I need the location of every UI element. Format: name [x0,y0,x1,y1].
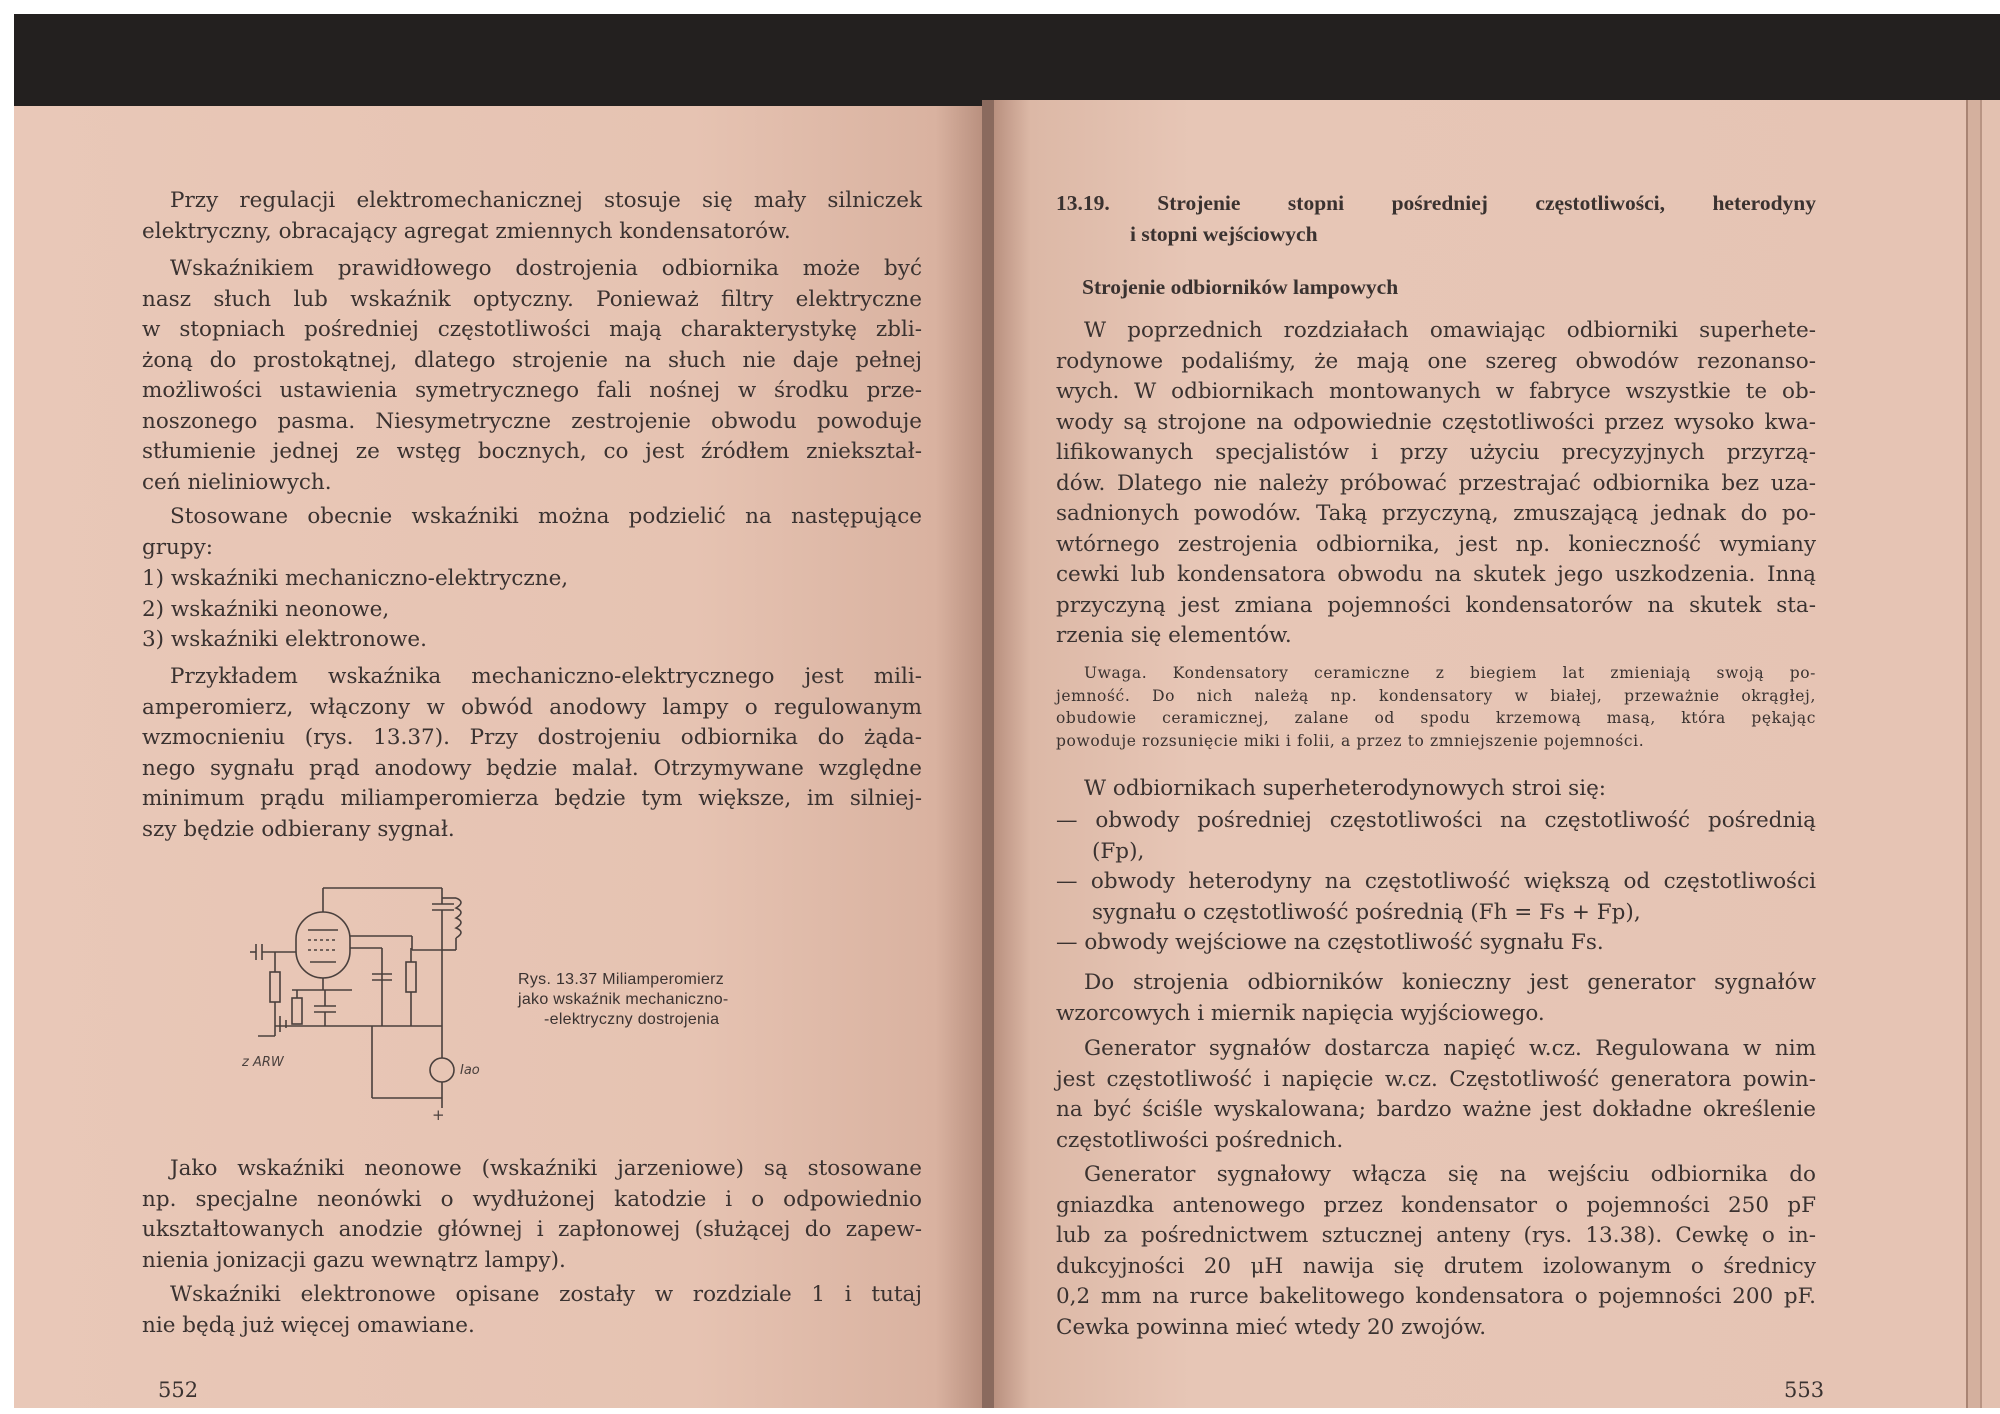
note [1056,662,1816,752]
text-line: elektryczny, obracający agregat zmiennych kondensatorów. [142,218,791,244]
text-line: przyczyną jest zmiana pojemności kondensatorów na skutek sta- [1056,592,1816,618]
text-line: ceń nieliniowych. [142,469,332,495]
text-line: 0,2 mm na rurce bakelitowego kondensatora o pojemności 200 pF. [1056,1284,1816,1309]
caption-line: Rys. 13.37 Miliamperomierz [518,971,725,988]
text-line: wody są strojone na odpowiednie częstotliwości przez wysoko kwa- [1056,409,1816,435]
text-line: Stosowane obecnie wskaźniki można podzielić na następujące [170,504,922,529]
text-line: Do strojenia odbiorników konieczny jest generator sygnałów [1084,970,1816,995]
figure-caption [518,970,818,1030]
text-line: dów. Dlatego nie należy próbować przestrajać odbiornika bez uza- [1056,470,1816,496]
figure-13-37-schematic [232,876,522,1126]
section-heading [1056,188,1816,249]
text-line: żoną do prostokątnej, dlatego strojenie na słuch nie daje pełnej [142,347,922,373]
text-line: W odbiornikach superheterodynowych stroi się: [1084,776,1607,801]
text-line: rzenia się elementów. [1056,623,1292,648]
left-paragraph-6 [142,1280,922,1341]
text-line: Wskaźnikiem prawidłowego dostrojenia odbiornika może być [170,256,922,281]
text-line: noszonego pasma. Niesymetryczne zestrojenie obwodu powoduje [142,408,922,434]
dash-list [1056,806,1816,959]
text-line: jest częstotliwość i napięcie w.cz. Częstotliwość generatora powin- [1056,1066,1816,1092]
vacuum-tube-icon [296,912,350,978]
text-line: W poprzednich rozdziałach omawiając odbiorniki superhete- [1084,318,1816,343]
text-line: ukształtowanych anodzie głównej i zapłonowej (służącej do zapew- [142,1217,922,1242]
caption-line: -elektryczny dostrojenia [544,1011,720,1028]
dash-item-continuation: sygnału o częstotliwość pośrednią (Fh = Fs + Fp), [1092,899,1641,925]
text-line: cewki lub kondensatora obwodu na skutek jego uszkodzenia. Inną [1056,562,1816,587]
left-list [142,564,922,656]
text-line: nienia jonizacji gazu wewnątrz lampy). [142,1247,566,1273]
list-item: 1) wskaźniki mechaniczno-elektryczne, [142,566,569,591]
text-line: wtórnego zestrojenia odbiornika, jest np. konieczność wymiany [1056,531,1816,557]
dash-item-continuation: (Fp), [1092,838,1145,864]
right-paragraph-3 [1056,1034,1816,1156]
text-line: grupy: [142,534,214,560]
scan-top-border [14,14,2000,110]
note-line: jemność. Do nich należą np. kondensatory w białej, przeważnie okrągłej, [1056,686,1816,705]
dash-item: — obwody pośredniej częstotliwości na częstotliwość pośrednią [1056,808,1816,833]
right-intro [1056,774,1816,805]
text-line: szy będzie odbierany sygnał. [142,816,455,842]
text-line: wych. W odbiornikach montowanych w fabryce wszystkie te ob- [1056,379,1816,404]
text-line: nie będą już więcej omawiane. [142,1312,475,1338]
text-line: Przy regulacji elektromechanicznej stosuje się mały silniczek [170,188,922,213]
left-paragraph-1 [142,186,922,247]
coil-icon [456,898,461,938]
dash-item: — obwody heterodyny na częstotliwość większą od częstotliwości [1056,869,1816,894]
text-line: Jako wskaźniki neonowe (wskaźniki jarzeniowe) są stosowane [170,1156,922,1181]
left-paragraph-2 [142,254,922,498]
text-line: Generator sygnałów dostarcza napięć w.cz. Regulowana w nim [1084,1036,1816,1061]
note-line: obudowie ceramicznej, zalane od spodu krzemową masą, która pękając [1056,709,1816,727]
text-line: nego sygnału prąd anodowy będzie malał. Otrzymywane względne [142,755,922,781]
dash-item: — obwody wejściowe na częstotliwość sygnału Fs. [1056,930,1604,955]
right-paragraph-2 [1056,968,1816,1029]
left-paragraph-4 [142,662,922,845]
text-line: Wskaźniki elektronowe opisane zostały w rozdziale 1 i tutaj [170,1282,922,1307]
text-line: dukcyjności 20 μH nawija się drutem izolowanym o średnicy [1056,1253,1816,1279]
text-line: stłumienie jednej ze wstęg bocznych, co jest źródłem zniekształ- [142,439,922,464]
text-line: amperomierz, włączony w obwód anodowy lampy o regulowanym [142,694,922,720]
text-line: Przykładem wskaźnika mechaniczno-elektrycznego jest mili- [170,664,922,689]
right-paragraph-1 [1056,316,1816,652]
book-gutter [982,100,994,1408]
left-paragraph-5 [142,1154,922,1276]
list-item: 2) wskaźniki neonowe, [142,596,390,622]
subheading: Strojenie odbiorników lampowych [1082,275,1399,299]
right-paragraph-4 [1056,1160,1816,1343]
section-heading-line: i stopni wejściowych [1130,221,1318,246]
section-heading-line: 13.19. Strojenie stopni pośredniej częstotliwości, heterodyny [1056,191,1816,215]
text-line: sadnionych powodów. Taką przyczyną, zmuszającą jednak do po- [1056,501,1816,526]
note-line: Uwaga. Kondensatory ceramiczne z biegiem lat zmieniają swoją po- [1084,664,1816,682]
text-line: wzorcowych i miernik napięcia wyjściowego. [1056,1000,1545,1026]
text-line: lifikowanych specjalistów i przy użyciu precyzyjnych przyrzą- [1056,440,1816,465]
text-line: możliwości ustawienia symetrycznego fali nośnej w środku prze- [142,378,922,403]
text-line: na być ściśle wyskalowana; bardzo ważne jest dokładne określenie [1056,1097,1816,1122]
caption-line: jako wskaźnik mechaniczno- [518,991,729,1008]
left-paragraph-3 [142,502,922,563]
list-item: 3) wskaźniki elektronowe. [142,627,427,652]
text-line: gniazdka antenowego przez kondensator o pojemności 250 pF [1056,1192,1816,1218]
text-line: lub za pośrednictwem sztucznej anteny (rys. 13.38). Cewkę o in- [1056,1223,1816,1248]
text-line: Generator sygnałowy włącza się na wejściu odbiornika do [1084,1162,1816,1187]
text-line: Cewka powinna mieć wtedy 20 zwojów. [1056,1314,1487,1340]
page-edge [1966,100,1980,1408]
text-line: wzmocnieniu (rys. 13.37). Przy dostrojeniu odbiornika do żąda- [142,725,922,750]
text-line: rodynowe podaliśmy, że mają one szereg obwodów rezonanso- [1056,348,1816,374]
page-number-right: 553 [1784,1378,1825,1402]
page-edge-outer [1980,100,2000,1408]
text-line: nasz słuch lub wskaźnik optyczny. Ponieważ filtry elektryczne [142,286,922,312]
text-line: częstotliwości pośrednich. [1056,1127,1344,1153]
page-number-left: 552 [158,1378,199,1402]
figure-label-plus: + [432,1106,445,1124]
milliammeter-icon [430,1058,454,1082]
text-line: minimum prądu miliamperomierza będzie tym większe, im silniej- [142,786,922,811]
figure-label-iao: Iao [460,1063,480,1078]
figure-label-arw: z ARW [242,1055,284,1070]
text-line: w stopniach pośredniej częstotliwości mają charakterystykę zbli- [142,317,922,342]
text-line: np. specjalne neonówki o wydłużonej katodzie i o odpowiednio [142,1186,922,1212]
note-line: powoduje rozsunięcie miki i folii, a przez to zmniejszenie pojemności. [1056,731,1645,750]
